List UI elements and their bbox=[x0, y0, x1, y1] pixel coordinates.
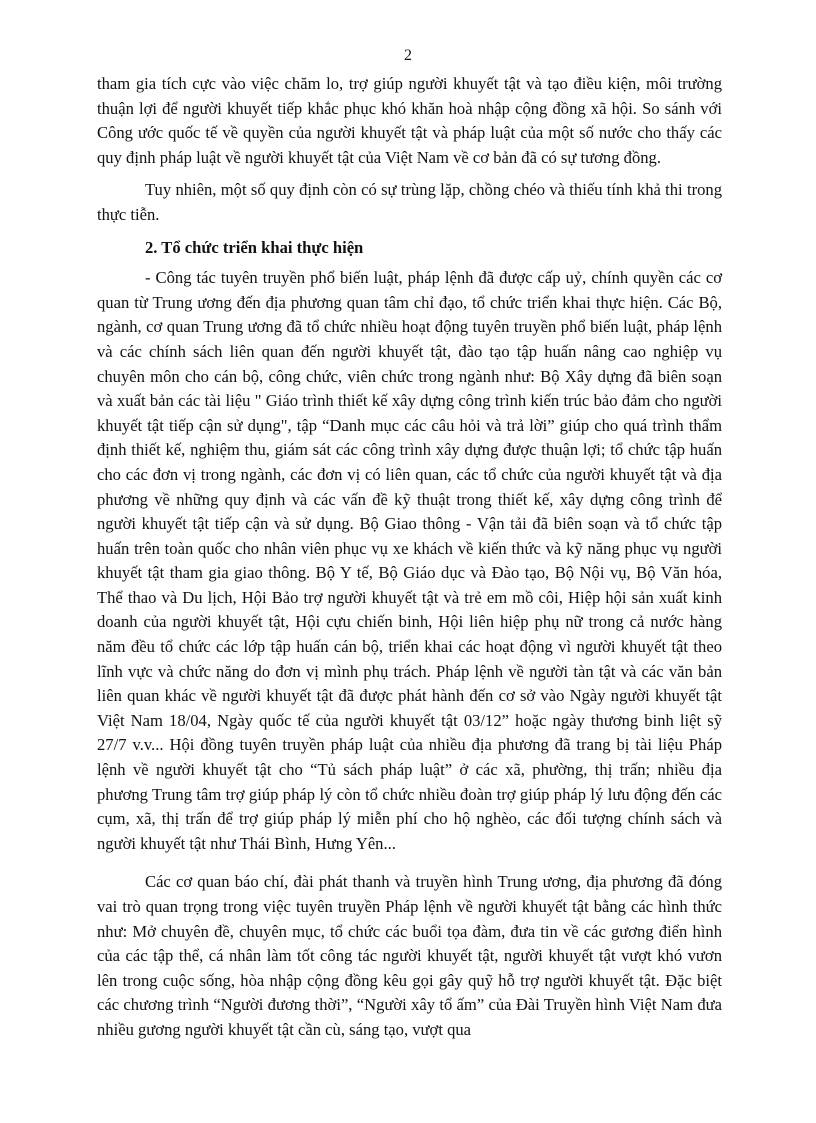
section-heading: 2. Tổ chức triển khai thực hiện bbox=[145, 237, 364, 257]
document-body bbox=[97, 72, 722, 1043]
page-number: 2 bbox=[404, 47, 412, 64]
paragraph-continuation: tham gia tích cực vào việc chăm lo, trợ giúp người khuyết tật và tạo điều kiện, môi trường thuận lợi để người khuyết tiếp khắc phục khó khăn hoà nhập cộng đồng xã hội. So sánh với Công ước quốc tế về quyền của người khuyết tật và pháp luật của một số nước cho thấy các quy định pháp luật về người khuyết tật của Việt Nam về cơ bản đã có sự tương đồng. bbox=[97, 74, 722, 167]
paragraph-limitations: Tuy nhiên, một số quy định còn có sự trùng lặp, chồng chéo và thiếu tính khả thi trong thực tiễn. bbox=[97, 180, 722, 224]
paragraph-media-role: Các cơ quan báo chí, đài phát thanh và truyền hình Trung ương, địa phương đã đóng vai trò quan trọng trong việc tuyên truyền Pháp lệnh về người khuyết tật bằng các hình thức như: Mở chuyên đề, chuyên mục, tổ chức các buổi tọa đàm, đưa tin về các gương điển hình của các tập thể, cá nhân làm tốt công tác người khuyết tật, người khuyết tật vượt khó vươn lên trong cuộc sống, hòa nhập cộng đồng kêu gọi gây quỹ hỗ trợ người khuyết tật. Đặc biệt các chương trình “Người đương thời”, “Người xây tổ ấm” của Đài Truyền hình Việt Nam đưa nhiều gương người khuyết tật cần cù, sáng tạo, vượt qua bbox=[97, 872, 722, 1039]
paragraph-propaganda-work: - Công tác tuyên truyền phổ biến luật, pháp lệnh đã được cấp uỷ, chính quyền các cơ quan từ Trung ương đến địa phương quan tâm chỉ đạo, tổ chức triển khai thực hiện. Các Bộ, ngành, cơ quan Trung ương đã tổ chức nhiều hoạt động tuyên truyền phổ biến luật, pháp lệnh và các chính sách liên quan đến người khuyết tật, đào tạo tập huấn nâng cao nghiệp vụ chuyên môn cho cán bộ, công chức, viên chức trong ngành như: Bộ Xây dựng đã biên soạn và xuất bản các tài liệu " Giáo trình thiết kế xây dựng công trình kiến trúc bảo đảm cho người khuyết tật tiếp cận sử dụng", tập “Danh mục các câu hỏi và trả lời” giúp cho quá trình thẩm định thiết kế, nghiệm thu, giám sát các công trình xây dựng được thuận lợi; tổ chức tập huấn cho các đơn vị trong ngành, các đơn vị có liên quan, các tổ chức của người khuyết tật và địa phương về những quy định và các vấn đề kỹ thuật trong thiết kế, xây dựng công trình để người khuyết tật tiếp cận và sử dụng. Bộ Giao thông - Vận tải đã biên soạn và tổ chức tập huấn trên toàn quốc cho nhân viên phục vụ xe khách về kiến thức và kỹ năng phục vụ người khuyết tật tham gia giao thông. Bộ Y tế, Bộ Giáo dục và Đào tạo, Bộ Nội vụ, Bộ Văn hóa, Thể thao và Du lịch, Hội Bảo trợ người khuyết tật và trẻ em mồ côi, Hiệp hội sản xuất kinh doanh của người khuyết tật, Hội cựu chiến binh, Hội liên hiệp phụ nữ trong cả nước hàng năm đều tổ chức các lớp tập huấn cán bộ, triển khai các hoạt động vì người khuyết tật theo lĩnh vực và chức năng do đơn vị mình phụ trách. Pháp lệnh về người tàn tật và các văn bản liên quan khác về người khuyết tật đã được phát hành đến cơ sở vào Ngày người khuyết tật Việt Nam 18/04, Ngày quốc tế của người khuyết tật 03/12” hoặc ngày thương binh liệt sỹ 27/7 v.v... Hội đồng tuyên truyền pháp luật của nhiều địa phương đã trang bị tài liệu Pháp lệnh về người khuyết tật cho “Tủ sách pháp luật” ở các xã, phường, thị trấn; nhiều địa phương Trung tâm trợ giúp pháp lý còn tổ chức nhiều đoàn trợ giúp pháp lý lưu động đến các cụm, xã, thị trấn để trợ giúp pháp lý miễn phí cho hộ nghèo, các đối tượng chính sách và người khuyết tật như Thái Bình, Hưng Yên... bbox=[97, 268, 722, 853]
